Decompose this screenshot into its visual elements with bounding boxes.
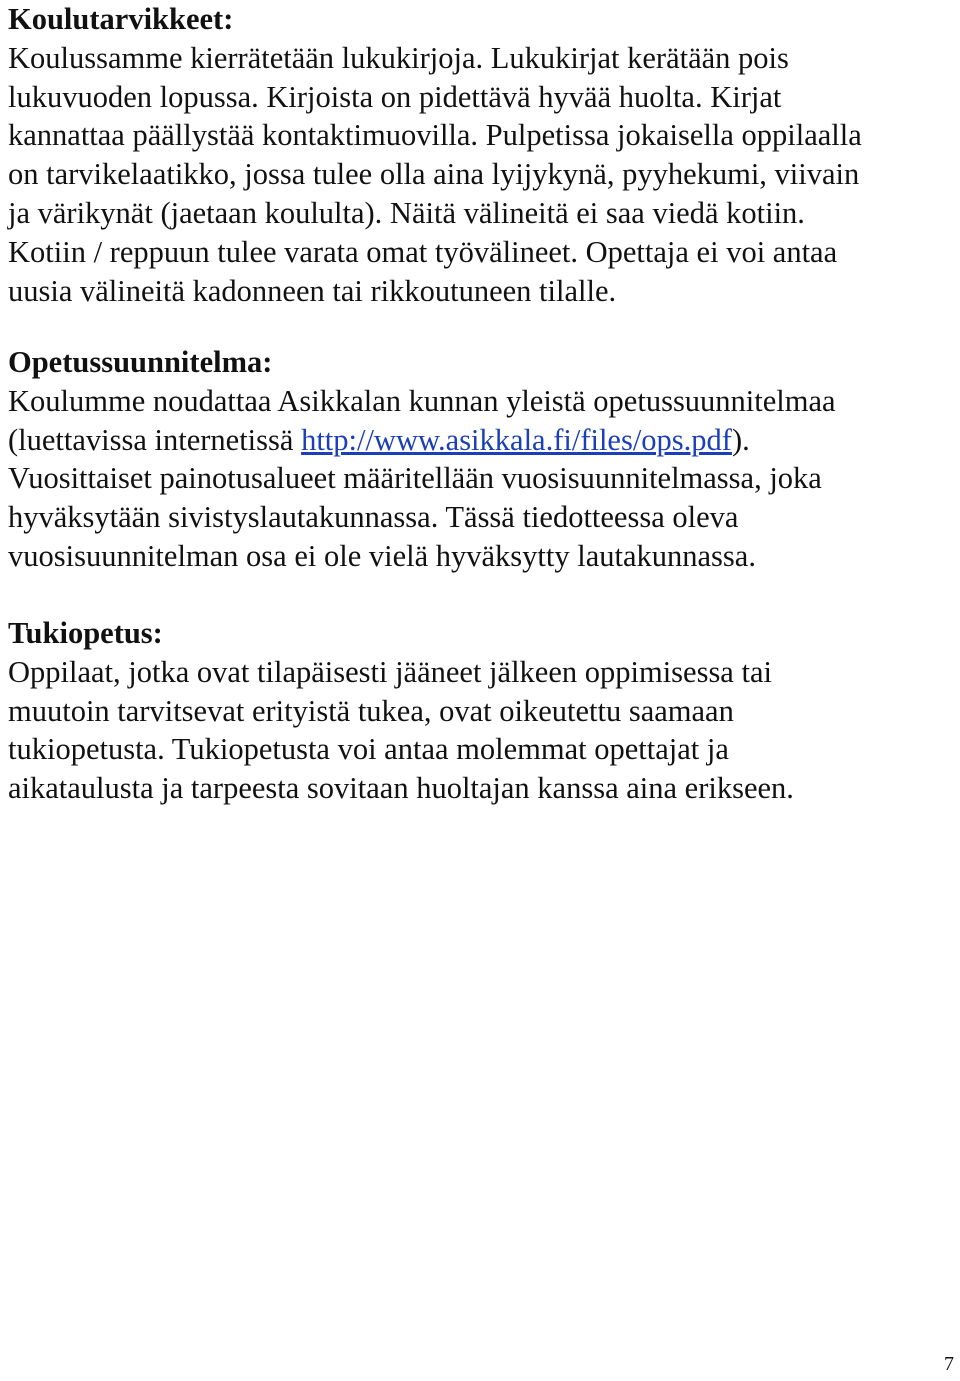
- paragraph-line: Oppilaat, jotka ovat tilapäisesti jääneet jälkeen oppimisessa tai: [8, 654, 772, 689]
- section-heading: Tukiopetus:: [8, 616, 163, 650]
- paragraph-line: Vuosittaiset painotusalueet määritellään vuosisuunnitelmassa, joka: [8, 461, 822, 496]
- paragraph-line: Koulussamme kierrätetään lukukirjoja. Lukukirjat kerätään pois: [8, 40, 789, 75]
- section-opetussuunnitelma: [8, 343, 952, 576]
- paragraph-line: ja värikynät (jaetaan koululta). Näitä välineitä ei saa viedä kotiin.: [8, 195, 805, 230]
- paragraph-line: Kotiin / reppuun tulee varata omat työvälineet. Opettaja ei voi antaa: [8, 234, 838, 269]
- link-suffix-text: ).: [731, 422, 750, 457]
- paragraph-line: muutoin tarvitsevat erityistä tukea, ovat oikeutettu saamaan: [8, 693, 734, 728]
- paragraph-line: on tarvikelaatikko, jossa tulee olla aina lyijykynä, pyyhekumi, viivain: [8, 157, 860, 192]
- paragraph-line: vuosisuunnitelman osa ei ole vielä hyväksytty lautakunnassa.: [8, 538, 756, 573]
- section-koulutarvikkeet: [8, 0, 952, 310]
- paragraph-line: Koulumme noudattaa Asikkalan kunnan yleistä opetussuunnitelmaa: [8, 383, 836, 418]
- page-number: 7: [944, 1353, 954, 1375]
- paragraph-line: lukuvuoden lopussa. Kirjoista on pidettävä hyvää huolta. Kirjat: [8, 79, 782, 114]
- section-tukiopetus: [8, 614, 952, 808]
- section-heading: Koulutarvikkeet:: [8, 2, 234, 36]
- paragraph-line: hyväksytään sivistyslautakunnassa. Tässä tiedotteessa oleva: [8, 500, 739, 535]
- paragraph-line-with-link: [8, 421, 952, 460]
- ops-pdf-link[interactable]: http://www.asikkala.fi/files/ops.pdf: [301, 422, 732, 457]
- paragraph-line: uusia välineitä kadonneen tai rikkoutuneen tilalle.: [8, 273, 617, 308]
- paragraph-line: tukiopetusta. Tukiopetusta voi antaa molemmat opettajat ja: [8, 732, 729, 767]
- paragraph-line: aikataulusta ja tarpeesta sovitaan huoltajan kanssa aina erikseen.: [8, 771, 794, 806]
- paragraph-line: kannattaa päällystää kontaktimuovilla. Pulpetissa jokaisella oppilaalla: [8, 118, 862, 153]
- section-heading: Opetussuunnitelma:: [8, 345, 273, 379]
- link-prefix-text: (luettavissa internetissä: [8, 422, 302, 457]
